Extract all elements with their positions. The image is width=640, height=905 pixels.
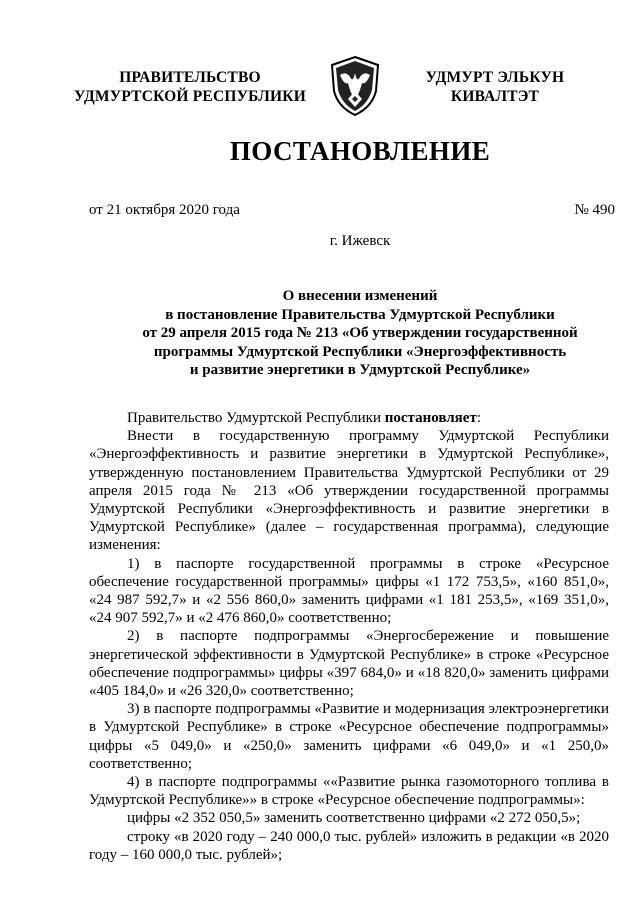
subject-line: от 29 апреля 2015 года № 213 «Об утверждении государственной (142, 325, 578, 341)
org-name-russian-line1: ПРАВИТЕЛЬСТВО (119, 69, 261, 86)
subject-line: программы Удмуртской Республики «Энергоэффективность (153, 343, 567, 360)
document-body (89, 409, 609, 864)
body-paragraph: 2) в паспорте подпрограммы «Энергосбережение и повышение энергетической эффективности в Удмуртской Республике» в строке «Ресурсное обеспечение подпрограммы» цифры «397 684,0» и «18 820,0» заменить цифрами «405 184,0» и «26 320,0» соответственно; (89, 628, 609, 700)
document-subject (75, 287, 640, 380)
document-number: № 490 (574, 202, 615, 218)
document-date: от 21 октября 2020 года (89, 202, 240, 218)
org-name-russian-line2: УДМУРТСКОЙ РЕСПУБЛИКИ (74, 88, 306, 105)
org-name-udmurt (395, 68, 595, 106)
document-title: ПОСТАНОВЛЕНИЕ (229, 136, 491, 166)
subject-line: и развитие энергетики в Удмуртской Республике» (189, 362, 531, 378)
org-name-russian (60, 68, 320, 106)
intro-text: Правительство Удмуртской Республики (127, 410, 385, 426)
subject-line: в постановление Правительства Удмуртской Республики (165, 306, 555, 323)
intro-punct: : (476, 410, 481, 426)
intro-verb: постановляет (384, 410, 477, 426)
org-name-udmurt-line2: КИВАЛТЭТ (450, 88, 540, 105)
intro-paragraph (89, 409, 609, 427)
body-paragraph: 3) в паспорте подпрограммы «Развитие и модернизация электроэнергетики в Удмуртской Республике» в строке «Ресурсное обеспечение подпрограммы» цифры «5 049,0» и «250,0» заменить цифрами «6 049,0» и «1 250,0» соответственно; (89, 701, 609, 772)
body-paragraph: строку «в 2020 году – 240 000,0 тыс. рублей» изложить в редакции «в 2020 году – 160 000,0 тыс. рублей»; (89, 828, 609, 863)
org-name-udmurt-line1: УДМУРТ ЭЛЬКУН (425, 69, 565, 86)
document-city: г. Ижевск (329, 233, 391, 249)
subject-line: О внесении изменений (282, 288, 438, 304)
body-paragraph: Внести в государственную программу Удмуртской Республики «Энергоэффективность и развитие энергетики в Удмуртской Республике», утвержденную постановлением Правительства Удмуртской Республики от 29 апреля 2015 года № 213 «Об утверждении государственной программы Удмуртской Республики «Энергоэффективность и развитие энергетики в Удмуртской Республике» (далее – государственная программа), следующие изменения: (89, 428, 609, 554)
body-paragraph: 4) в паспорте подпрограммы ««Развитие рынка газомоторного топлива в Удмуртской Республике»» в строке «Ресурсное обеспечение подпрограммы»: (89, 774, 609, 809)
coat-of-arms-icon (326, 55, 384, 117)
body-paragraph: 1) в паспорте государственной программы в строке «Ресурсное обеспечение государственной программы» цифры «1 172 753,5», «160 851,0», «24 987 592,7» и «2 556 860,0» заменить цифрами «1 181 253,5», «169 351,0», «24 907 592,7» и «2 476 860,0» соответственно; (89, 555, 609, 627)
body-paragraph: цифры «2 352 050,5» заменить соответственно цифрами «2 272 050,5»; (127, 810, 581, 827)
